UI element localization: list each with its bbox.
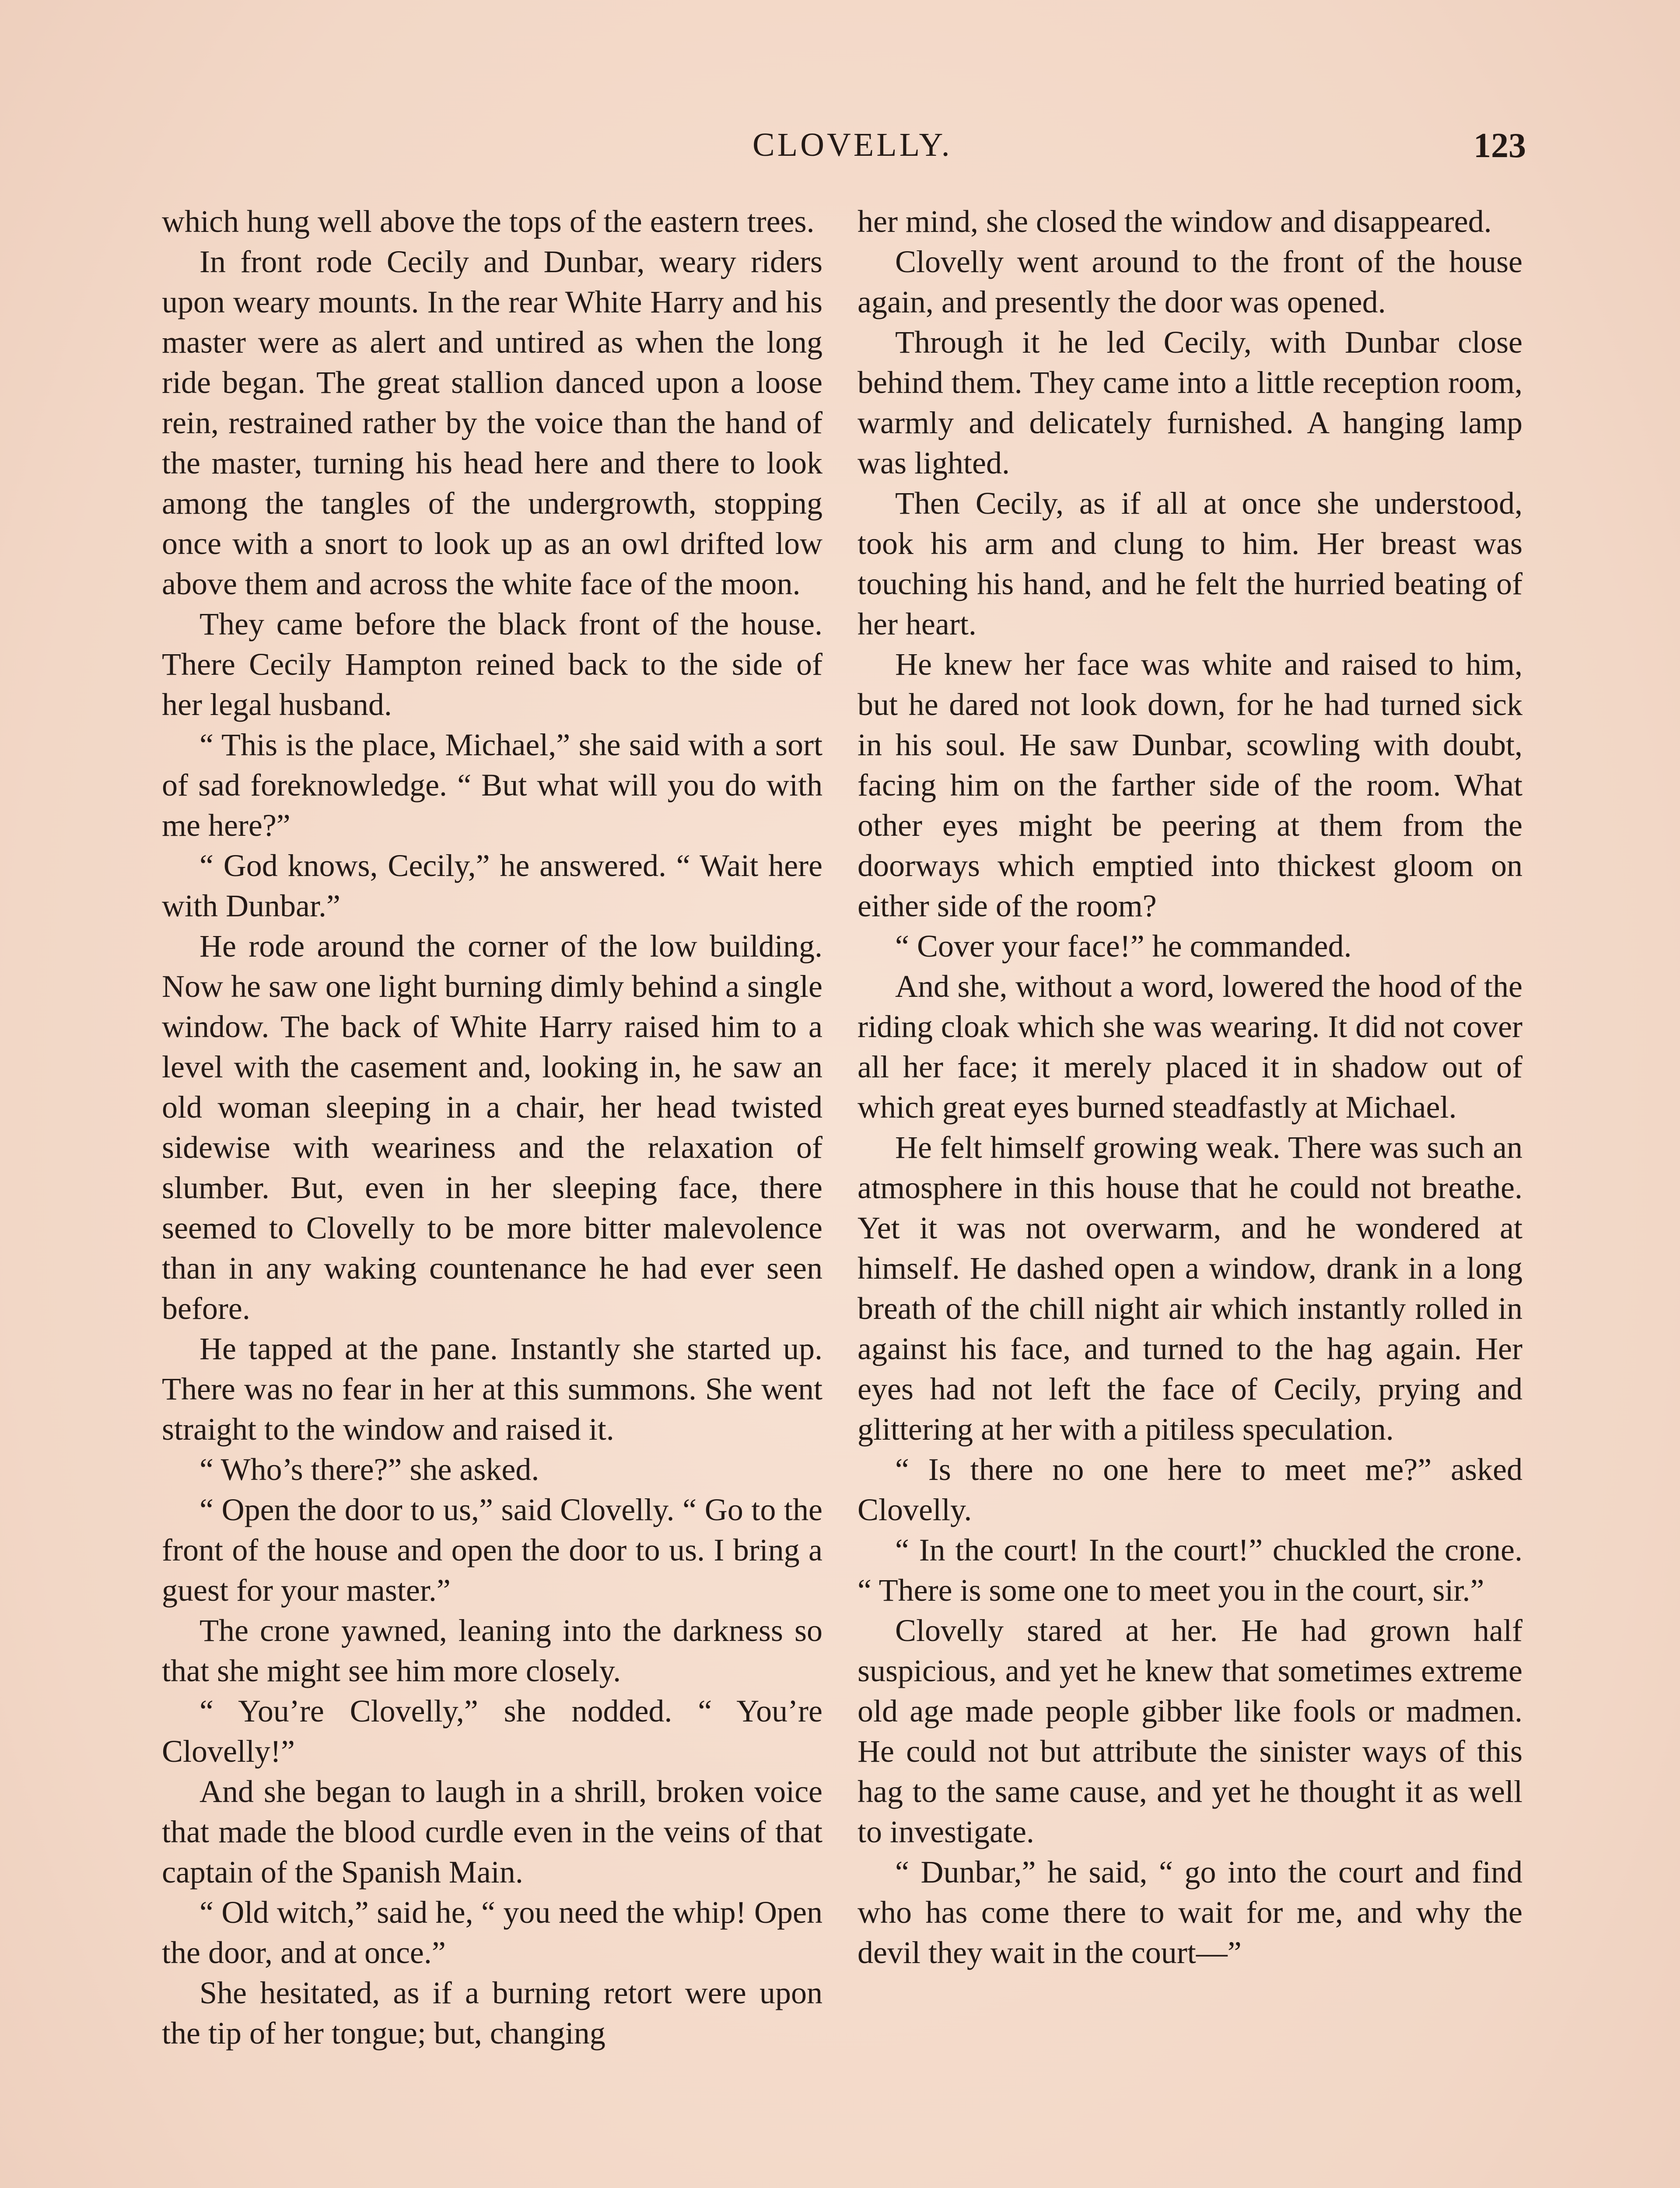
paragraph: He rode around the corner of the low building. Now he saw one light burning dimly behind a single window. The back of White Harry raised him to a level with the casement and, looking in, he saw an old woman sleeping in a chair, her head twisted sidewise with weariness and the relaxation of slumber. But, even in her sleeping face, there seemed to Clovelly to be more bitter malevolence than in any waking countenance he had ever seen before. xyxy=(162,929,822,1326)
paragraph: And she, without a word, lowered the hood of the riding cloak which she was wearing. It did not cover all her face; it merely placed it in shadow out of which great eyes burned steadfastly at Michael. xyxy=(858,969,1522,1125)
paragraph: Then Cecily, as if all at once she understood, took his arm and clung to him. Her breast was touching his hand, and he felt the hurried beating of her heart. xyxy=(858,486,1522,642)
right-text-column xyxy=(858,201,1522,1973)
paragraph: “ Dunbar,” he said, “ go into the court and find who has come there to wait for me, and why the devil they wait in the court—” xyxy=(858,1855,1522,1970)
paragraph: “ God knows, Cecily,” he answered. “ Wait here with Dunbar.” xyxy=(162,848,822,923)
paragraph: her mind, she closed the window and disappeared. xyxy=(858,204,1492,239)
paragraph: “ You’re Clovelly,” she nodded. “ You’re Clovelly!” xyxy=(162,1694,822,1769)
paragraph: And she began to laugh in a shrill, broken voice that made the blood curdle even in the veins of that captain of the Spanish Main. xyxy=(162,1774,822,1890)
paragraph: Clovelly went around to the front of the house again, and presently the door was opened. xyxy=(858,244,1522,319)
paragraph: He tapped at the pane. Instantly she started up. There was no fear in her at this summons. She went straight to the window and raised it. xyxy=(162,1331,822,1447)
paragraph: “ Who’s there?” she asked. xyxy=(200,1452,539,1487)
paragraph: Through it he led Cecily, with Dunbar close behind them. They came into a little reception room, warmly and delicately furnished. A hanging lamp was lighted. xyxy=(858,325,1522,480)
paragraph: They came before the black front of the house. There Cecily Hampton reined back to the side of her legal husband. xyxy=(162,607,822,722)
paragraph: “ This is the place, Michael,” she said with a sort of sad foreknowledge. “ But what will you do with me here?” xyxy=(162,727,822,843)
paragraph: “ Cover your face!” he commanded. xyxy=(895,929,1352,964)
paragraph: “ Old witch,” said he, “ you need the whip! Open the door, and at once.” xyxy=(162,1895,822,1970)
running-title: CLOVELLY. xyxy=(752,126,952,163)
paragraph: She hesitated, as if a burning retort were upon the tip of her tongue; but, changing xyxy=(162,1975,822,2051)
page-header xyxy=(0,126,1680,174)
paragraph: The crone yawned, leaning into the darkness so that she might see him more closely. xyxy=(162,1613,822,1688)
paragraph: Clovelly stared at her. He had grown half suspicious, and yet he knew that sometimes extreme old age made people gibber like fools or madmen. He could not but attribute the sinister ways of this hag to the same cause, and yet he thought it as well to investigate. xyxy=(858,1613,1522,1849)
paragraph: “ Open the door to us,” said Clovelly. “ Go to the front of the house and open the door to us. I bring a guest for your master.” xyxy=(162,1492,822,1608)
paragraph: He felt himself growing weak. There was such an atmosphere in this house that he could not breathe. Yet it was not overwarm, and he wondered at himself. He dashed open a window, drank in a long breath of the chill night air which instantly rolled in against his face, and turned to the hag again. Her eyes had not left the face of Cecily, prying and glittering at her with a pitiless speculation. xyxy=(858,1130,1522,1447)
paragraph: In front rode Cecily and Dunbar, weary riders upon weary mounts. In the rear White Harry and his master were as alert and untired as when the long ride began. The great stallion danced upon a loose rein, restrained rather by the voice than the hand of the master, turning his head here and there to look among the tangles of the undergrowth, stopping once with a snort to look up as an owl drifted low above them and across the white face of the moon. xyxy=(162,244,822,601)
paragraph: “ Is there no one here to meet me?” asked Clovelly. xyxy=(858,1452,1522,1527)
paragraph: He knew her face was white and raised to him, but he dared not look down, for he had turned sick in his soul. He saw Dunbar, scowling with doubt, facing him on the farther side of the room. What other eyes might be peering at them from the doorways which emptied into thickest gloom on either side of the room? xyxy=(858,647,1522,923)
paragraph: “ In the court! In the court!” chuckled the crone. “ There is some one to meet you in the court, sir.” xyxy=(858,1532,1522,1608)
page-number: 123 xyxy=(1474,126,1526,165)
left-text-column xyxy=(162,201,822,2053)
paragraph: which hung well above the tops of the eastern trees. xyxy=(162,204,815,239)
